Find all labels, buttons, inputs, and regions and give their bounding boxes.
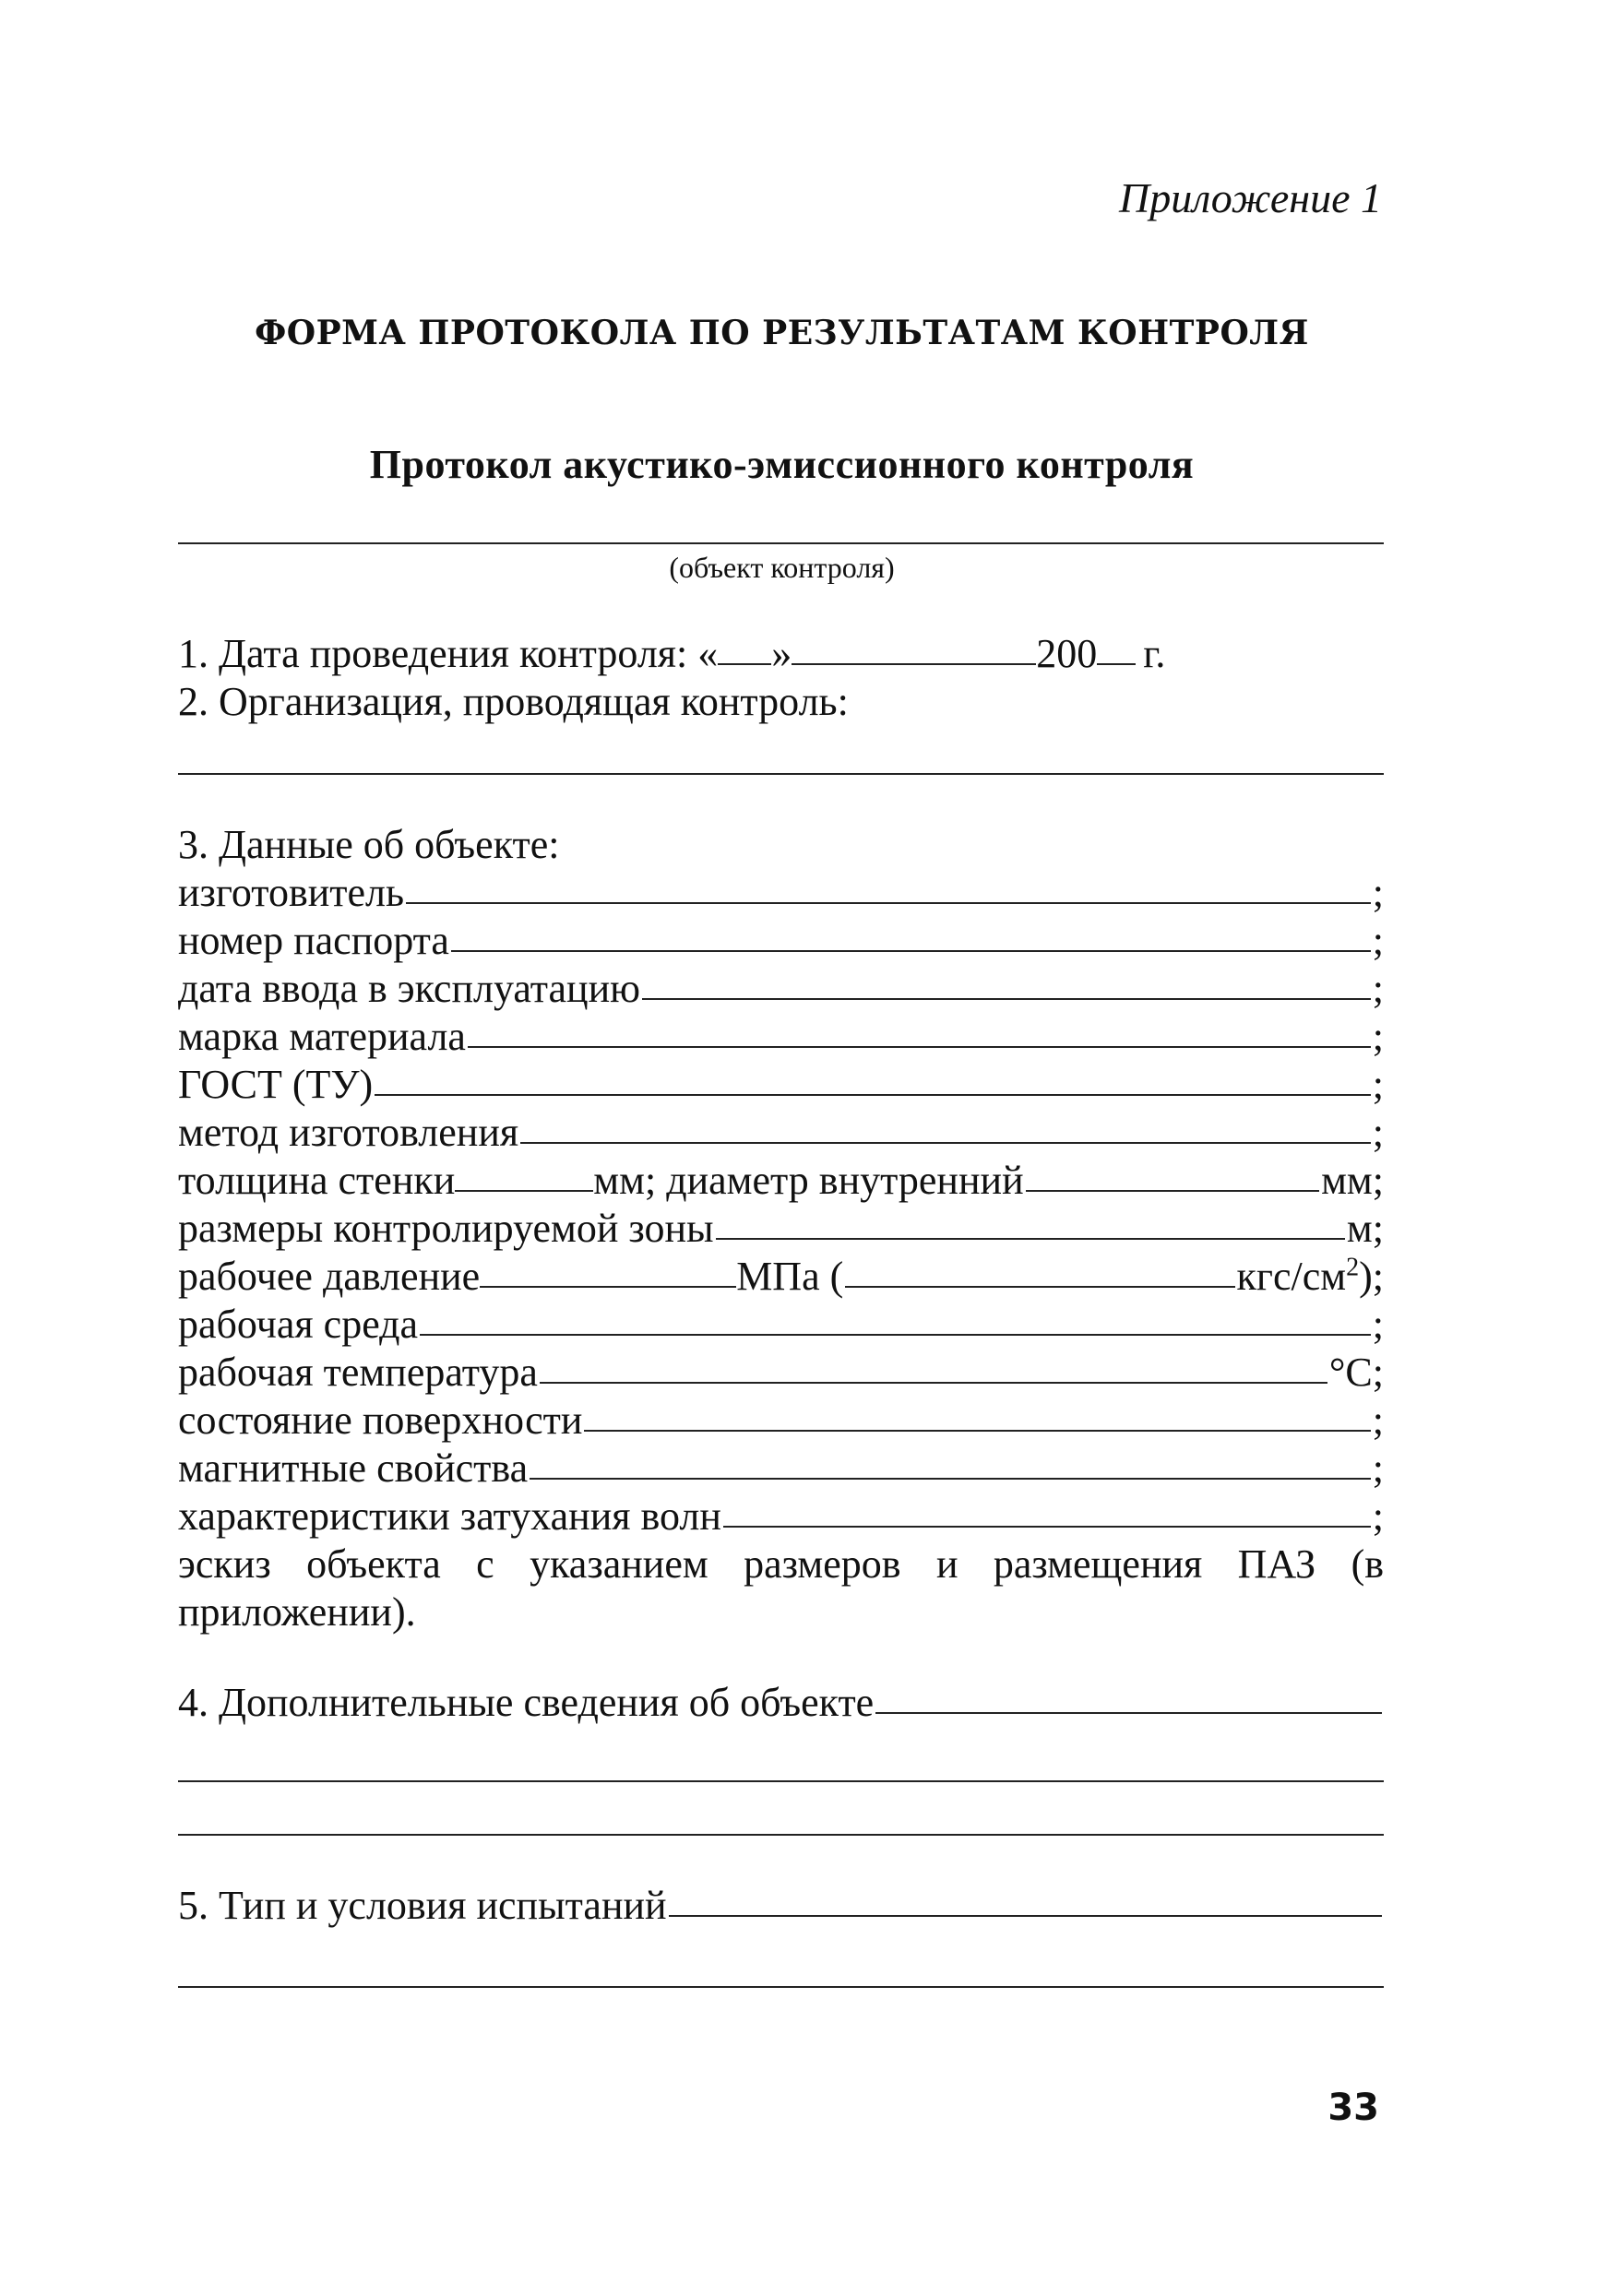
- gost-label: ГОСТ (ТУ): [178, 1062, 374, 1107]
- month-field[interactable]: [792, 663, 1036, 665]
- m-unit: м;: [1346, 1206, 1384, 1251]
- row-medium: [178, 1301, 1384, 1348]
- semicolon: ;: [1372, 1493, 1384, 1539]
- surface-field[interactable]: [584, 1430, 1370, 1432]
- semicolon: ;: [1372, 1302, 1384, 1347]
- zone-field[interactable]: [716, 1238, 1345, 1240]
- quote-close: »: [771, 631, 792, 676]
- surface-label: состояние поверхности: [178, 1398, 583, 1443]
- manufacturer-label: изготовитель: [178, 870, 405, 915]
- additional-info-field[interactable]: [875, 1712, 1382, 1714]
- semicolon: ;: [1372, 1110, 1384, 1155]
- page-number: 33: [1327, 2087, 1379, 2129]
- pressure-label: рабочее давление: [178, 1254, 481, 1299]
- semicolon: ;: [1372, 1062, 1384, 1107]
- day-field[interactable]: [718, 663, 771, 665]
- passport-field[interactable]: [451, 950, 1371, 952]
- medium-label: рабочая среда: [178, 1302, 419, 1347]
- temperature-label: рабочая температура: [178, 1350, 538, 1395]
- commissioning-label: дата ввода в эксплуатацию: [178, 966, 641, 1011]
- magnetic-label: магнитные свойства: [178, 1445, 529, 1491]
- test-conditions-line-2[interactable]: [178, 1986, 1384, 1988]
- method-field[interactable]: [520, 1142, 1371, 1144]
- kgs-text: кгс/см: [1236, 1254, 1347, 1299]
- row-gost: [178, 1061, 1384, 1108]
- diameter-label: мм; диаметр внутренний: [593, 1158, 1024, 1203]
- passport-label: номер паспорта: [178, 918, 449, 963]
- square-superscript: 2: [1346, 1253, 1360, 1282]
- semicolon: ;: [1372, 870, 1384, 915]
- test-conditions-field[interactable]: [669, 1915, 1382, 1917]
- pressure-mpa-field[interactable]: [480, 1286, 736, 1288]
- year-field[interactable]: [1097, 663, 1136, 665]
- zone-label: размеры контролируемой зоны: [178, 1206, 714, 1251]
- sketch-note: эскиз объекта с указанием размеров и размещения ПАЗ (в приложении).: [178, 1541, 1384, 1635]
- row-zone: [178, 1205, 1384, 1252]
- magnetic-field[interactable]: [530, 1478, 1371, 1480]
- mpa-unit: МПа (: [736, 1254, 844, 1299]
- material-label: марка материала: [178, 1014, 466, 1059]
- commissioning-field[interactable]: [642, 998, 1371, 1000]
- row-material: [178, 1013, 1384, 1060]
- organization-label: 2. Организация, проводящая контроль:: [178, 679, 849, 724]
- close-paren: );: [1359, 1254, 1384, 1299]
- form-title: ФОРМА ПРОТОКОЛА ПО РЕЗУЛЬТАТАМ КОНТРОЛЯ: [255, 314, 1309, 352]
- appendix-label: Приложение 1: [1118, 174, 1382, 221]
- row-additional-info: [178, 1679, 1384, 1726]
- attenuation-field[interactable]: [723, 1526, 1371, 1528]
- wall-field[interactable]: [455, 1190, 593, 1192]
- object-data-heading: 3. Данные об объекте:: [178, 822, 560, 867]
- semicolon: ;: [1372, 966, 1384, 1011]
- item-date-row: [178, 630, 1285, 677]
- kgs-unit: [1237, 1253, 1384, 1300]
- attenuation-label: характеристики затухания волн: [178, 1493, 721, 1539]
- object-caption: (объект контроля): [669, 551, 895, 584]
- additional-info-label: 4. Дополнительные сведения об объекте: [178, 1680, 875, 1725]
- row-commissioning: [178, 965, 1384, 1012]
- pressure-kgs-field[interactable]: [845, 1286, 1234, 1288]
- row-manufacturer: [178, 869, 1384, 916]
- protocol-title: Протокол акустико-эмиссионного контроля: [369, 442, 1195, 487]
- wall-label: толщина стенки: [178, 1158, 456, 1203]
- semicolon: ;: [1372, 1445, 1384, 1491]
- year-suffix: г.: [1143, 631, 1166, 676]
- row-method: [178, 1109, 1384, 1156]
- row-magnetic: [178, 1445, 1384, 1492]
- celsius-unit: °С;: [1328, 1350, 1384, 1395]
- row-attenuation: [178, 1493, 1384, 1540]
- date-label: 1. Дата проведения контроля: «: [178, 631, 719, 676]
- gost-field[interactable]: [375, 1094, 1371, 1096]
- mm-unit: мм;: [1321, 1158, 1384, 1203]
- method-label: метод изготовления: [178, 1110, 519, 1155]
- object-field-line[interactable]: [178, 542, 1384, 544]
- diameter-field[interactable]: [1026, 1190, 1319, 1192]
- semicolon: ;: [1372, 918, 1384, 963]
- organization-field-line[interactable]: [178, 773, 1384, 775]
- semicolon: ;: [1372, 1014, 1384, 1059]
- row-surface: [178, 1397, 1384, 1444]
- additional-info-line-3[interactable]: [178, 1834, 1384, 1836]
- manufacturer-field[interactable]: [406, 902, 1371, 904]
- medium-field[interactable]: [420, 1334, 1371, 1336]
- test-conditions-label: 5. Тип и условия испытаний: [178, 1883, 667, 1928]
- semicolon: ;: [1372, 1398, 1384, 1443]
- row-passport: [178, 917, 1384, 964]
- year-prefix: 200: [1036, 631, 1098, 676]
- row-wall-diameter: [178, 1157, 1384, 1204]
- material-field[interactable]: [468, 1046, 1371, 1048]
- row-temperature: [178, 1349, 1384, 1396]
- row-pressure: [178, 1253, 1384, 1300]
- additional-info-line-2[interactable]: [178, 1780, 1384, 1782]
- temperature-field[interactable]: [540, 1382, 1327, 1384]
- row-test-conditions: [178, 1882, 1384, 1929]
